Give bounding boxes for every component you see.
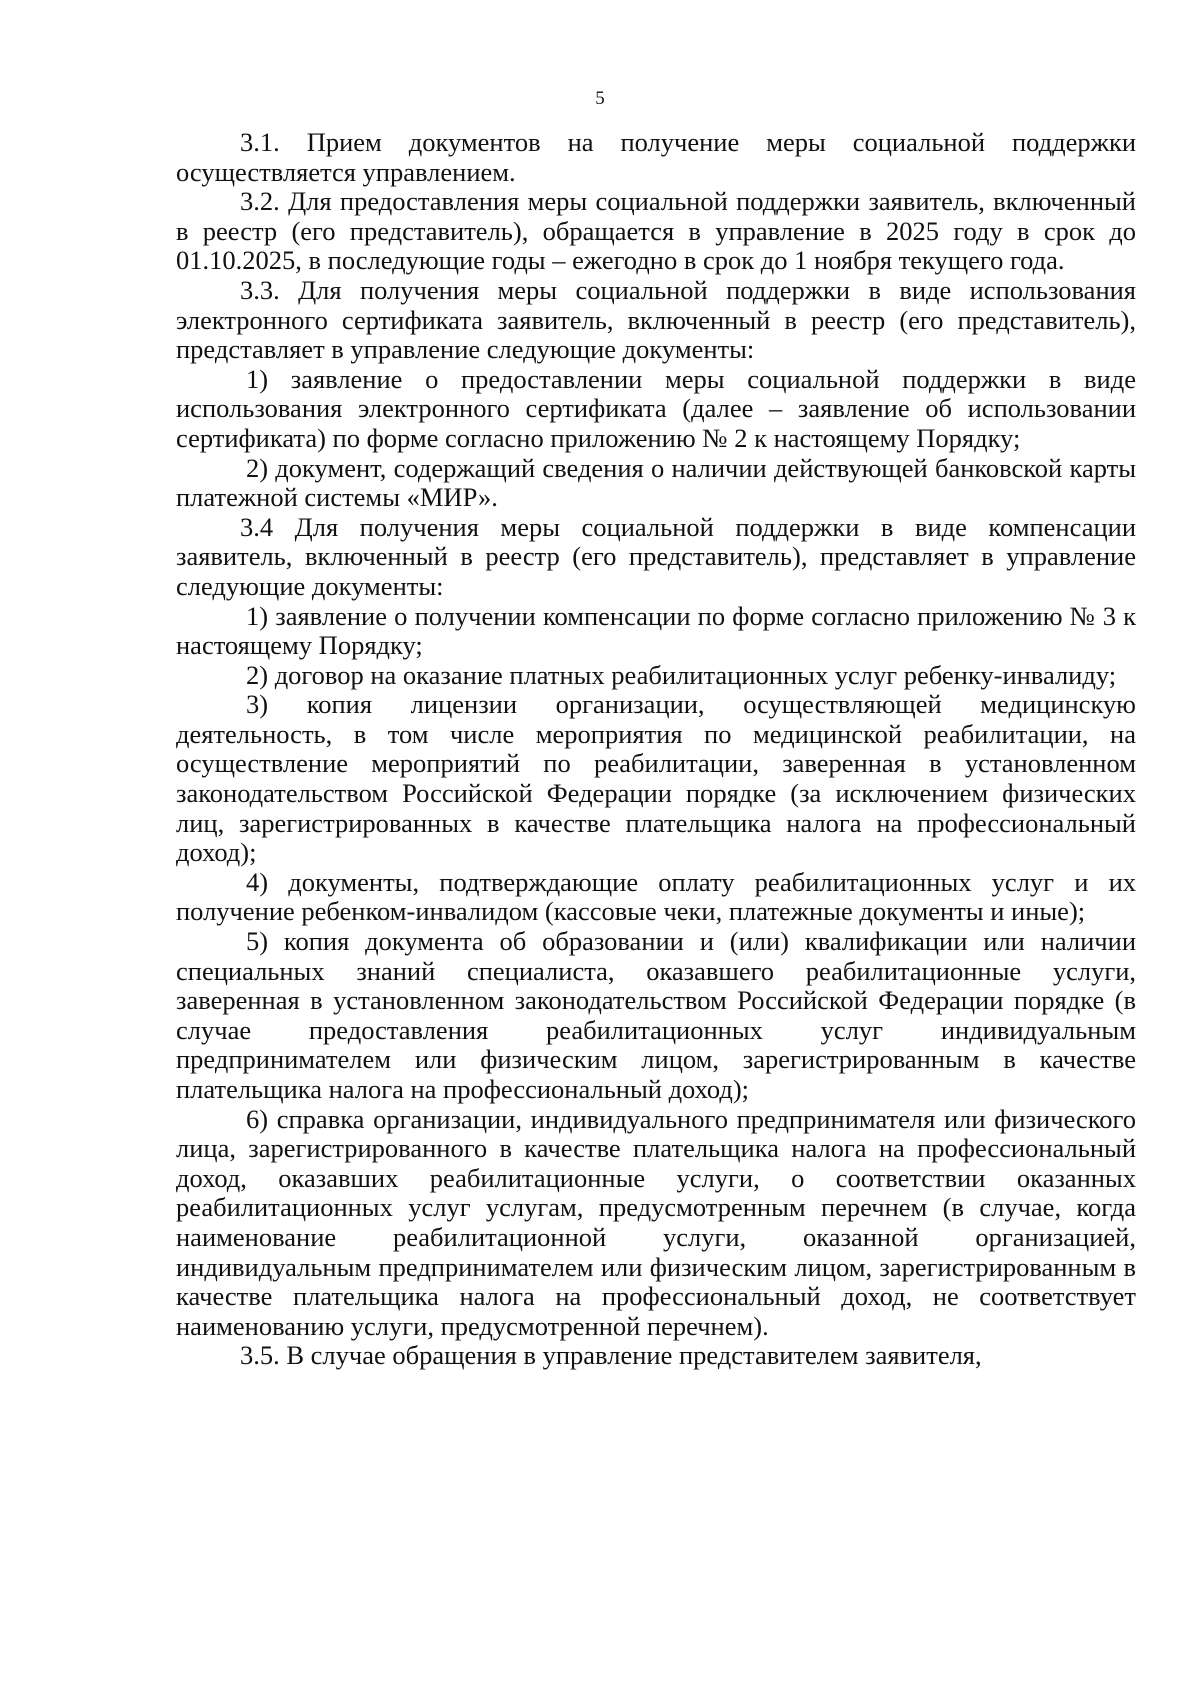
paragraph-3-4: 3.4 Для получения меры социальной поддержки в виде компенсации заявитель, включенный в реестр (его представитель), представляет в управление следующие документы: (176, 511, 1136, 601)
paragraph-3-4-item-1: 1) заявление о получении компенсации по форме согласно приложению № 3 к настоящему Порядку; (176, 600, 1136, 661)
paragraph-3-4-item-3: 3) копия лицензии организации, осуществляющей медицинскую деятельность, в том числе мероприятия по медицинской реабилитации, на осуществление мероприятий по реабилитации, заверенная в установленном законодательством Российской Федерации порядке (за исключением физических лиц, зарегистрированных в качестве плательщика налога на профессиональный доход); (176, 689, 1136, 868)
paragraph-3-4-item-2: 2) договор на оказание платных реабилитационных услуг ребенку-инвалиду; (246, 659, 1117, 690)
document-body (176, 128, 1136, 1371)
paragraph-3-3-item-2: 2) документ, содержащий сведения о наличии действующей банковской карты платежной системы «МИР». (176, 452, 1136, 513)
paragraph-3-2: 3.2. Для предоставления меры социальной поддержки заявитель, включенный в реестр (его представитель), обращается в управление в 2025 году в срок до 01.10.2025, в последующие годы – ежегодно в срок до 1 ноября текущего года. (176, 186, 1136, 276)
page-number: 5 (595, 88, 605, 109)
paragraph-3-4-item-5: 5) копия документа об образовании и (или) квалификации или наличии специальных знаний специалиста, оказавшего реабилитационные услуги, заверенная в установленном законодательством Российской Федерации порядке (в случае предоставления реабилитационных услуг индивидуальным предпринимателем или физическим лицом, зарегистрированным в качестве плательщика налога на профессиональный доход); (176, 926, 1136, 1104)
paragraph-3-3-item-1: 1) заявление о предоставлении меры социальной поддержки в виде использования электронного сертификата (далее – заявление об использовании сертификата) по форме согласно приложению № 2 к настоящему Порядку; (176, 363, 1136, 453)
paragraph-3-4-item-6: 6) справка организации, индивидуального предпринимателя или физического лица, зарегистрированного в качестве плательщика налога на профессиональный доход, оказавших реабилитационные услуги, о соответствии оказанных реабилитационных услуг услугам, предусмотренным перечнем (в случае, когда наименование реабилитационной услуги, оказанной организацией, индивидуальным предпринимателем или физическим лицом, зарегистрированным в качестве плательщика налога на профессиональный доход, не соответствует наименованию услуги, предусмотренной перечнем). (176, 1103, 1136, 1341)
paragraph-3-5: 3.5. В случае обращения в управление представителем заявителя, (240, 1340, 982, 1371)
paragraph-3-1: 3.1. Прием документов на получение меры социальной поддержки осуществляется управлением. (176, 127, 1136, 187)
paragraph-3-3: 3.3. Для получения меры социальной поддержки в виде использования электронного сертификата заявитель, включенный в реестр (его представитель), представляет в управление следующие документы: (176, 274, 1136, 365)
paragraph-3-4-item-4: 4) документы, подтверждающие оплату реабилитационных услуг и их получение ребенком-инвалидом (кассовые чеки, платежные документы и иные); (176, 866, 1136, 927)
